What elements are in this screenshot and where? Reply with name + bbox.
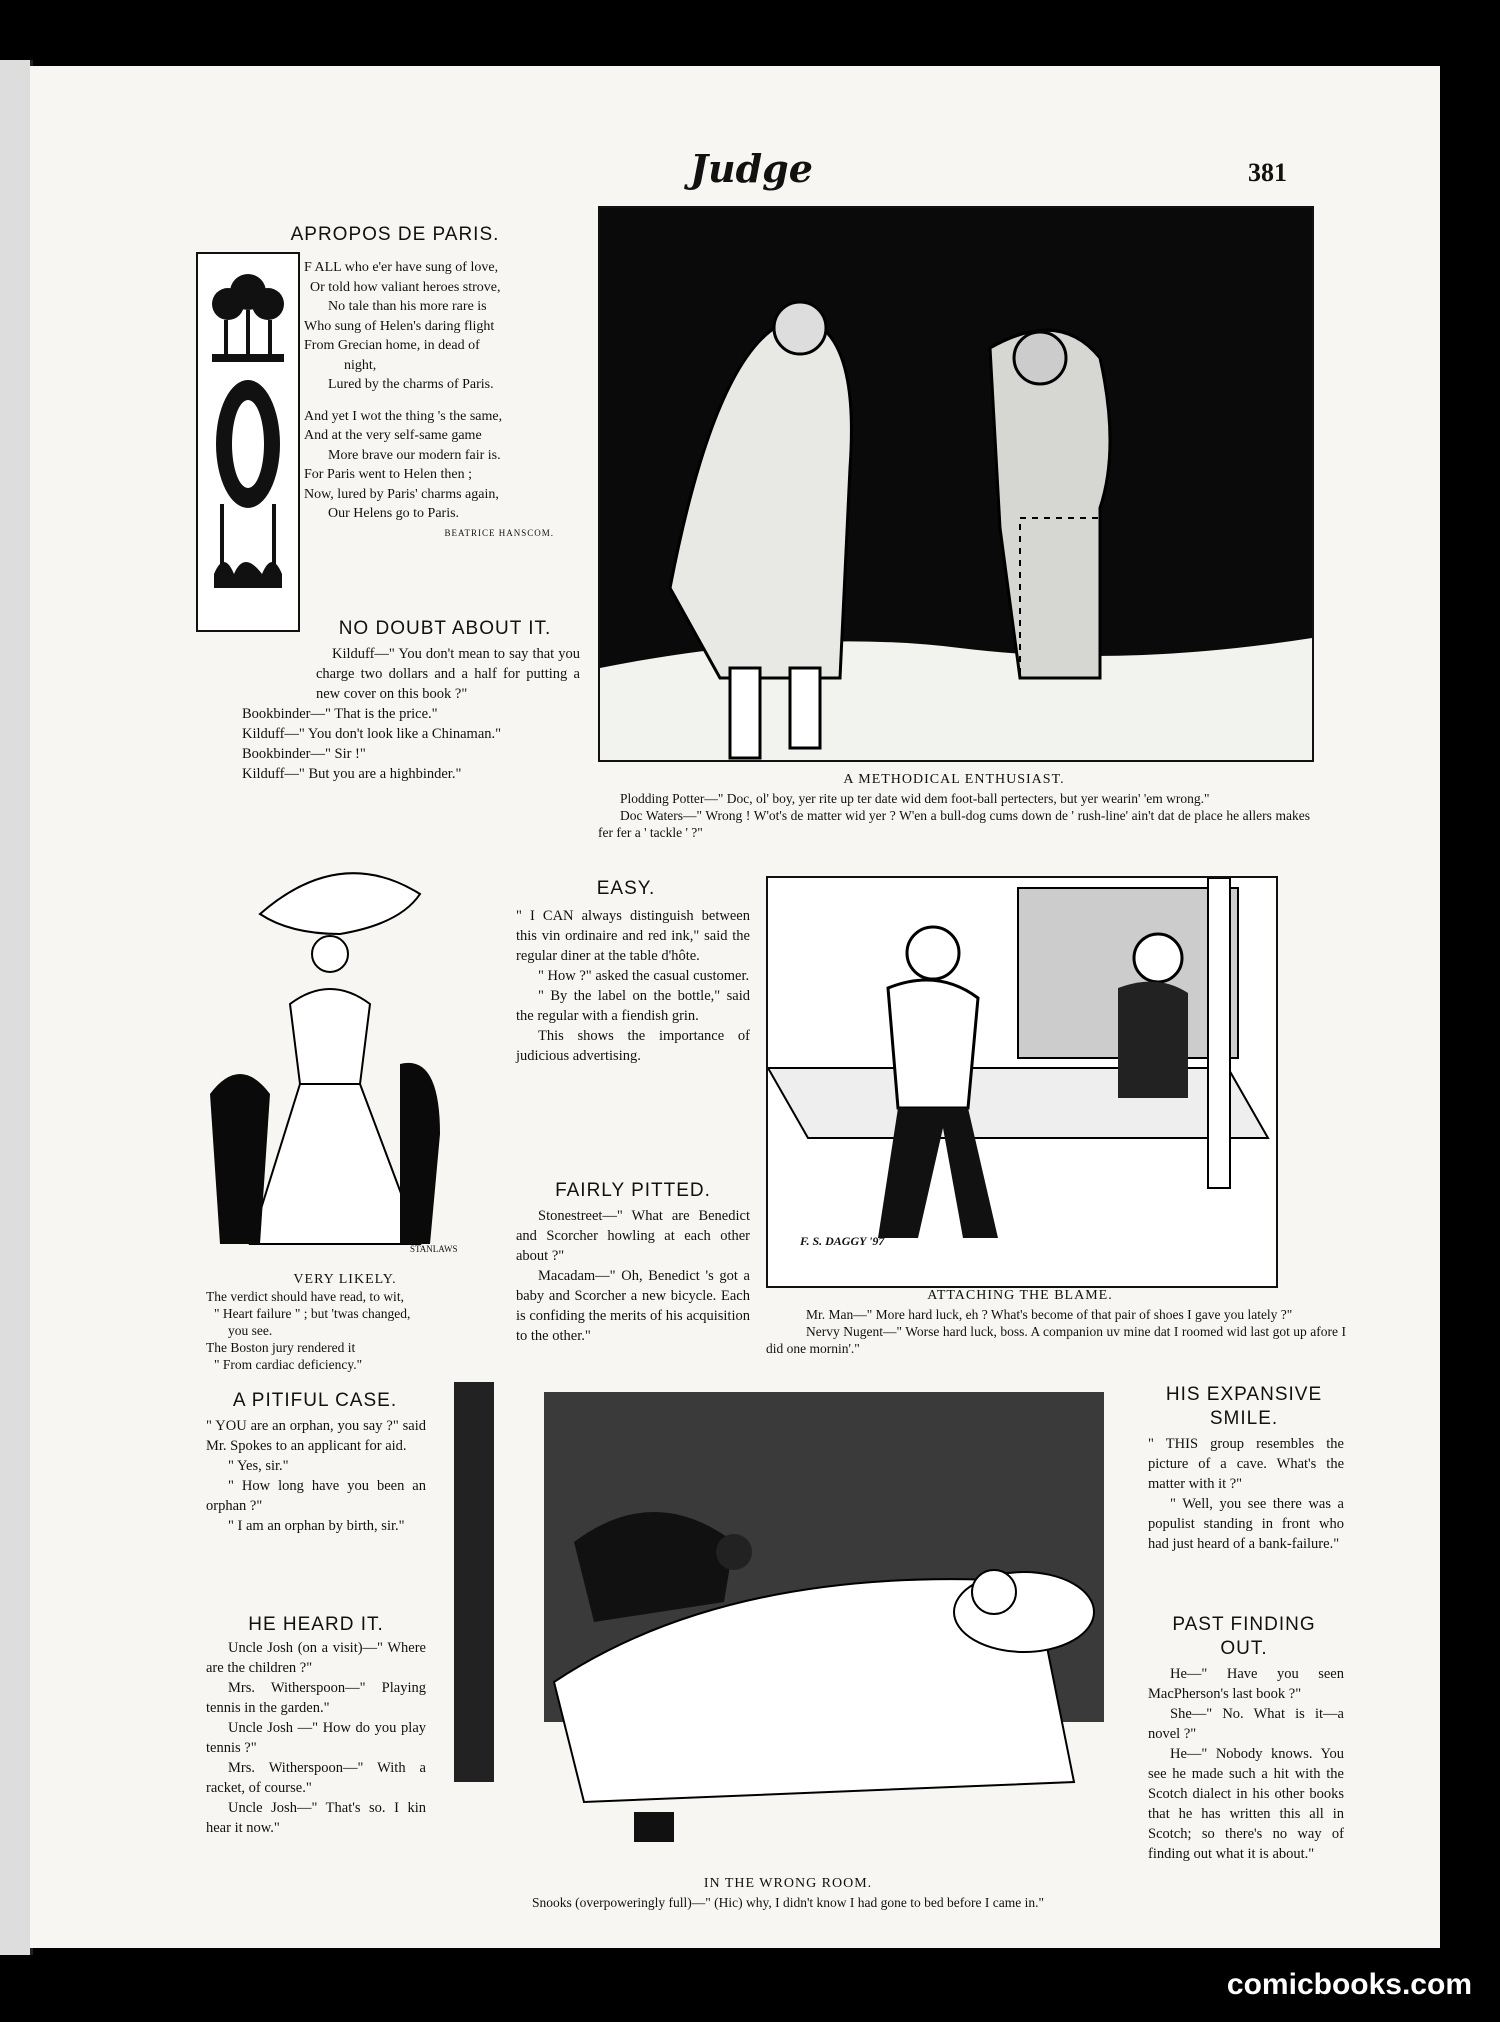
heard-it-text (206, 1638, 426, 1838)
illustration-very-likely (200, 854, 486, 1254)
verse-line: you see. (228, 1323, 273, 1338)
story-paragraph: " How long have you been an orphan ?" (206, 1478, 426, 1514)
fairly-pitted-title: FAIRLY PITTED. (555, 1180, 711, 1201)
wrong-room-caption: Snooks (overpoweringly full)—" (Hic) why, I didn't know I had gone to bed before I came in." (532, 1895, 1044, 1910)
poem-line: Lured by the charms of Paris. (328, 377, 494, 392)
poem-line: No tale than his more rare is (328, 299, 487, 314)
illustration-attaching-the-blame (766, 876, 1278, 1288)
pitiful-text (206, 1416, 426, 1536)
poem-line: More brave our modern fair is. (328, 447, 501, 463)
dialogue-line: He—" Have you seen MacPherson's last book ?" (1148, 1666, 1344, 1702)
magazine-page (30, 66, 1440, 1948)
expansive-title-line1: HIS EXPANSIVE (1165, 1384, 1323, 1405)
verse-line: The verdict should have read, to wit, (206, 1289, 404, 1304)
dialogue-line: Uncle Josh—" That's so. I kin hear it now." (206, 1800, 426, 1836)
story-paragraph: " THIS group resembles the picture of a cave. What's the matter with it ?" (1148, 1436, 1344, 1492)
dialogue-line: Kilduff—" But you are a highbinder." (242, 766, 462, 782)
attaching-title: ATTACHING THE BLAME. (927, 1288, 1113, 1303)
fairly-pitted-text (516, 1206, 750, 1346)
story-paragraph: " I CAN always distinguish between this vin ordinaire and red ink," said the regular diner at the table d'hôte. (516, 908, 750, 964)
past-finding-text (1148, 1664, 1344, 1864)
poem-line: For Paris went to Helen then ; (304, 467, 472, 482)
attaching-signature: F. S. DAGGY '97 (800, 1234, 885, 1248)
dialogue-line: Mrs. Witherspoon—" With a racket, of course." (206, 1760, 426, 1796)
watermark: comicbooks.com (1226, 1968, 1472, 2001)
poem-line: night, (344, 357, 377, 373)
dialogue-line: She—" No. What is it—a novel ?" (1148, 1706, 1344, 1742)
story-paragraph: " YOU are an orphan, you say ?" said Mr. Spokes to an applicant for aid. (206, 1418, 426, 1454)
wrong-room-title: IN THE WRONG ROOM. (703, 1876, 873, 1891)
very-likely-signature: STANLAWS (410, 1244, 458, 1254)
masthead: Judge (690, 146, 813, 191)
poem-line: F ALL who e'er have sung of love, (304, 260, 499, 275)
poem-line: Now, lured by Paris' charms again, (304, 486, 499, 502)
methodical-title: A METHODICAL ENTHUSIAST. (843, 772, 1065, 787)
verse-line: " From cardiac deficiency." (214, 1357, 363, 1372)
verse-line: " Heart failure " ; but 'twas changed, (214, 1306, 411, 1321)
page-number: 381 (1248, 158, 1287, 187)
apropos-title: APROPOS DE PARIS. (290, 224, 500, 245)
no-doubt-title: NO DOUBT ABOUT IT. (338, 618, 552, 639)
verse-line: The Boston jury rendered it (206, 1340, 356, 1355)
expansive-title-line2: SMILE. (1209, 1408, 1279, 1429)
story-paragraph: " I am an orphan by birth, sir." (228, 1518, 405, 1534)
very-likely-verse (206, 1288, 506, 1373)
easy-title: EASY. (596, 878, 656, 899)
methodical-caption (598, 790, 1310, 841)
dialogue-line: Uncle Josh (on a visit)—" Where are the children ?" (206, 1640, 426, 1676)
no-doubt-text (196, 644, 580, 784)
illustration-in-the-wrong-room (434, 1382, 1142, 1868)
story-paragraph: " How ?" asked the casual customer. (538, 968, 750, 984)
past-finding-title-line2: OUT. (1220, 1638, 1268, 1659)
dialogue-line: Kilduff—" You don't mean to say that you charge two dollars and a half for putting a new cover on this book ?" (316, 646, 580, 702)
poem-author: BEATRICE HANSCOM. (444, 527, 554, 538)
attaching-caption (766, 1306, 1346, 1357)
story-paragraph: " Yes, sir." (228, 1458, 289, 1474)
poem-line (304, 395, 574, 407)
story-paragraph: Stonestreet—" What are Benedict and Scorcher howling at each other about ?" (516, 1208, 750, 1264)
dialogue-line: Mrs. Witherspoon—" Playing tennis in the garden." (206, 1680, 426, 1716)
poem-line: And at the very self-same game (304, 428, 482, 443)
apropos-poem (304, 258, 574, 543)
past-finding-title-line1: PAST FINDING (1172, 1614, 1316, 1635)
book-spine (0, 60, 33, 1955)
pitiful-title: A PITIFUL CASE. (232, 1390, 398, 1411)
story-paragraph: This shows the importance of judicious advertising. (516, 1028, 750, 1064)
caption-line: Mr. Man—" More hard luck, eh ? What's become of that pair of shoes I gave you lately ?" (806, 1307, 1293, 1322)
dialogue-line: Bookbinder—" That is the price." (242, 706, 438, 722)
heard-it-title: HE HEARD IT. (248, 1614, 384, 1635)
poem-line: And yet I wot the thing 's the same, (304, 408, 503, 424)
ornamental-initial-o (196, 252, 300, 632)
story-paragraph: Macadam—" Oh, Benedict 's got a baby and Scorcher a new bicycle. Each is confiding the merits of his acquisition to the other." (516, 1268, 750, 1344)
expansive-text (1148, 1434, 1344, 1554)
dialogue-line: Bookbinder—" Sir !" (242, 746, 366, 762)
poem-line: Or told how valiant heroes strove, (310, 279, 501, 295)
dialogue-line: He—" Nobody knows. You see he made such a hit with the Scotch dialect in his other books that he has written this all in Scotch; so there's no way of finding out what it is about." (1148, 1746, 1344, 1862)
poem-line: Who sung of Helen's daring flight (304, 318, 495, 334)
dialogue-line: Uncle Josh —" How do you play tennis ?" (206, 1720, 426, 1756)
dialogue-line: Kilduff—" You don't look like a Chinaman." (242, 726, 502, 742)
easy-text (516, 906, 750, 1066)
poem-line: From Grecian home, in dead of (304, 338, 480, 353)
story-paragraph: " By the label on the bottle," said the regular with a fiendish grin. (516, 988, 750, 1024)
caption-line: Doc Waters—" Wrong ! W'ot's de matter wid yer ? W'en a bull-dog cums down de ' rush-line' ain't dat de place he allers makes fer fer a ' tackle ' ?" (598, 808, 1310, 840)
story-paragraph: " Well, you see there was a populist standing in front who had just heard of a bank-failure." (1148, 1496, 1344, 1552)
caption-line: Nervy Nugent—" Worse hard luck, boss. A companion uv mine dat I roomed wid last got up afore I did one mornin'." (766, 1324, 1346, 1356)
caption-line: Plodding Potter—" Doc, ol' boy, yer rite up ter date wid dem foot-ball pertecters, but yer wearin' 'em wrong." (620, 791, 1210, 806)
illustration-methodical-enthusiast (598, 206, 1314, 762)
very-likely-title: VERY LIKELY. (293, 1272, 397, 1287)
poem-line: Our Helens go to Paris. (328, 506, 460, 521)
